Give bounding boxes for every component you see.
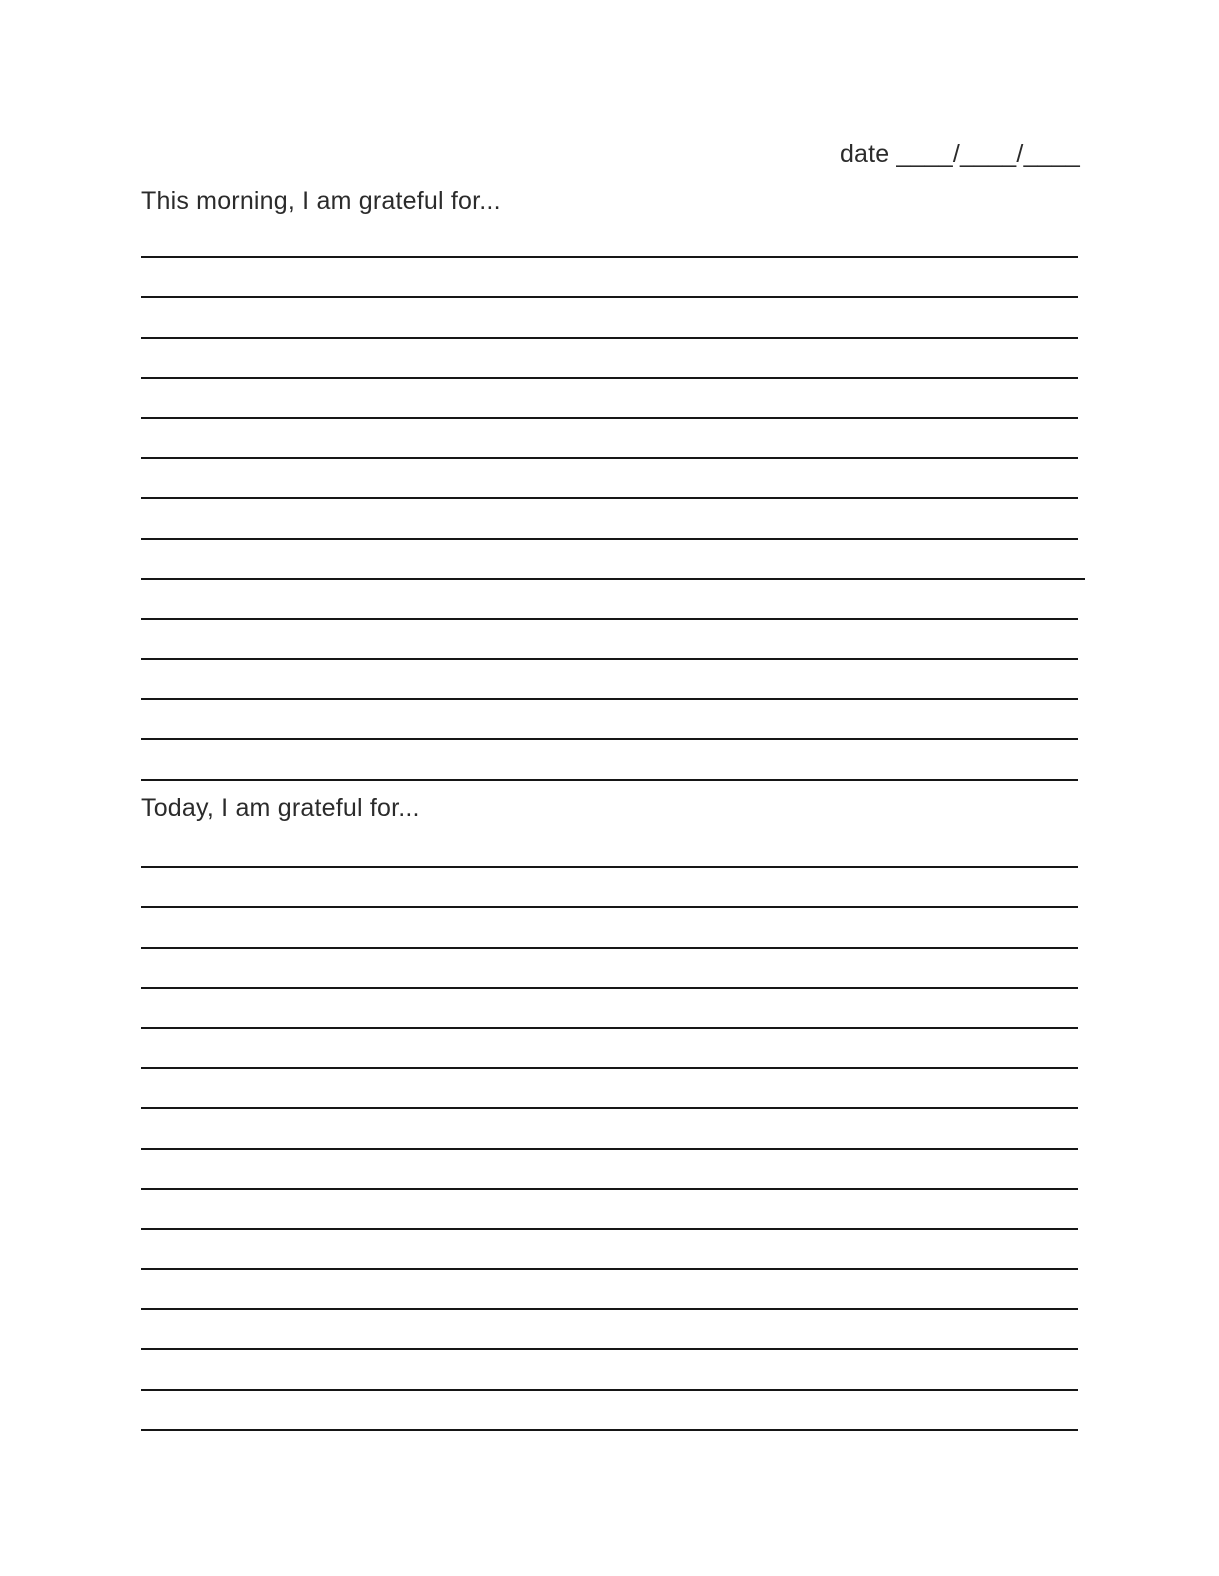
writing-line [141,218,1078,258]
writing-line [141,1350,1078,1390]
date-blank-3: ____ [1023,140,1080,168]
writing-line [141,989,1078,1029]
writing-line [141,540,1085,580]
writing-line [141,379,1078,419]
date-field [840,139,1080,169]
writing-line [141,660,1078,700]
writing-line [141,258,1078,298]
writing-line [141,740,1078,780]
writing-line [141,339,1078,379]
writing-line [141,499,1078,539]
writing-line [141,700,1078,740]
writing-line [141,1069,1078,1109]
writing-line [141,620,1078,660]
writing-line [141,1190,1078,1230]
writing-line [141,868,1078,908]
today-writing-lines [141,828,1078,1431]
writing-line [141,1230,1078,1270]
date-separator-2: / [1016,140,1024,168]
morning-writing-lines [141,218,1078,781]
writing-line [141,828,1078,868]
writing-line [141,580,1078,620]
writing-line [141,1310,1078,1350]
today-section-heading: Today, I am grateful for... [141,794,420,822]
writing-line [141,1270,1078,1310]
writing-line [141,298,1078,338]
writing-line [141,1109,1078,1149]
date-blank-2: ____ [960,140,1017,168]
writing-line [141,459,1078,499]
date-separator-1: / [952,140,960,168]
writing-line [141,908,1078,948]
date-label: date [839,140,890,168]
writing-line [141,1391,1078,1431]
writing-line [141,1150,1078,1190]
writing-line [141,419,1078,459]
writing-line [141,1029,1078,1069]
morning-section-heading: This morning, I am grateful for... [141,187,501,215]
date-blank-1: ____ [896,140,953,168]
writing-line [141,949,1078,989]
